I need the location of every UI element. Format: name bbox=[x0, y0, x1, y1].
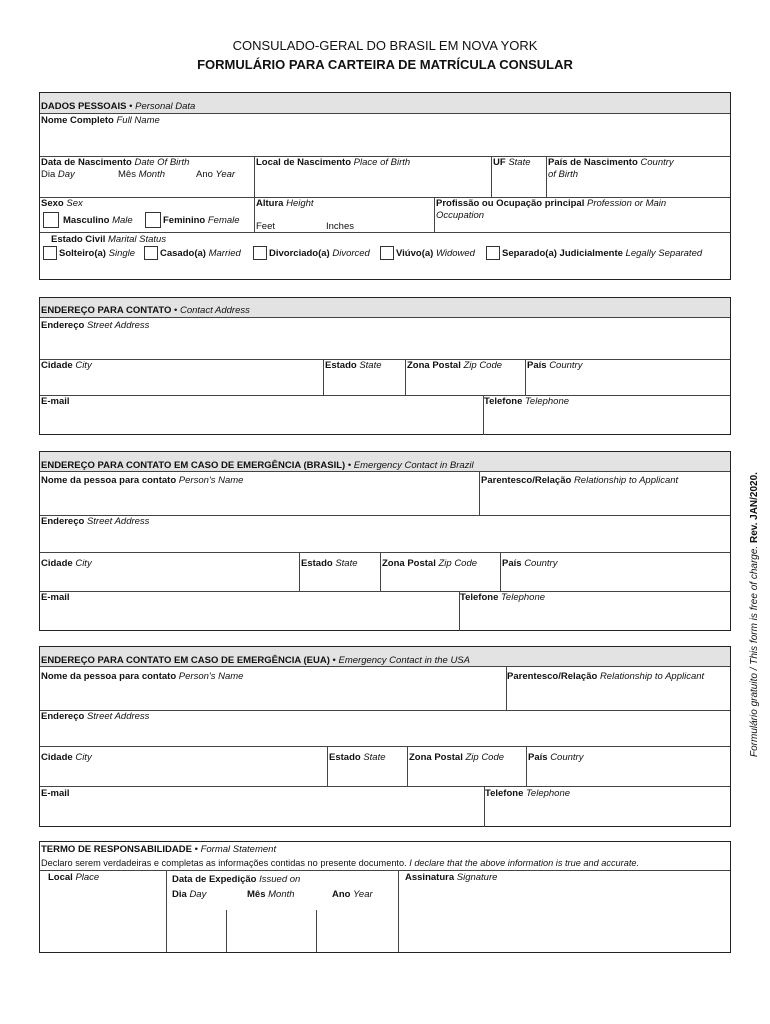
contact-heading: ENDEREÇO PARA CONTATO • Contact Address bbox=[41, 305, 250, 316]
emergency-br-relation-field[interactable] bbox=[480, 474, 730, 514]
married-checkbox[interactable] bbox=[144, 246, 158, 260]
widowed-checkbox[interactable] bbox=[380, 246, 394, 260]
divorced-checkbox[interactable] bbox=[253, 246, 267, 260]
height-label: Altura Height bbox=[256, 198, 314, 209]
signature-label: Assinatura Signature bbox=[405, 872, 498, 883]
emergency-br-zip-label: Zona Postal Zip Code bbox=[382, 558, 478, 569]
emergency-us-address-field[interactable] bbox=[40, 711, 730, 745]
occupation-label: Profissão ou Ocupação principal Profession or Main bbox=[436, 198, 667, 209]
emergency-br-name-field[interactable] bbox=[40, 474, 479, 514]
emergency-br-state-label: Estado State bbox=[301, 558, 358, 569]
contact-city-label: Cidade City bbox=[41, 360, 92, 371]
emergency-us-name-label: Nome da pessoa para contato Person's Name bbox=[41, 671, 244, 682]
issued-month-field[interactable] bbox=[227, 910, 316, 952]
uf-label: UF State bbox=[493, 157, 531, 168]
contact-phone-field[interactable] bbox=[484, 396, 730, 434]
emergency-us-email-field[interactable] bbox=[40, 787, 484, 826]
emergency-br-email-field[interactable] bbox=[40, 592, 459, 630]
place-label: Local Place bbox=[48, 872, 100, 883]
widowed-label: Viúvo(a) Widowed bbox=[396, 248, 475, 259]
issued-year-label: Ano Year bbox=[332, 889, 373, 900]
form-title: FORMULÁRIO PARA CARTEIRA DE MATRÍCULA CONSULAR bbox=[197, 57, 573, 72]
statement-text: Declaro serem verdadeiras e completas as informações contidas no presente documento. I declare that the above information is true and accurate. bbox=[41, 858, 640, 868]
inches-label: Inches bbox=[326, 221, 354, 232]
emergency-us-relation-label: Parentesco/Relação Relationship to Applicant bbox=[507, 671, 705, 682]
emergency-br-country-label: País Country bbox=[502, 558, 558, 569]
emergency-us-phone-label: Telefone Telephone bbox=[485, 788, 571, 799]
divorced-label: Divorciado(a) Divorced bbox=[269, 248, 370, 259]
emergency-us-city-label: Cidade City bbox=[41, 752, 92, 763]
emergency-br-heading: ENDEREÇO PARA CONTATO EM CASO DE EMERGÊNCIA (BRASIL) • Emergency Contact in Brazil bbox=[41, 460, 474, 471]
emergency-us-email-label: E-mail bbox=[41, 788, 70, 799]
full-name-field[interactable] bbox=[40, 127, 730, 156]
single-label: Solteiro(a) Single bbox=[59, 248, 136, 259]
pob-field[interactable] bbox=[255, 157, 491, 197]
male-checkbox[interactable] bbox=[43, 212, 59, 228]
personal-data-heading: DADOS PESSOAIS • Personal Data bbox=[41, 101, 196, 112]
emergency-us-heading: ENDEREÇO PARA CONTATO EM CASO DE EMERGÊNCIA (EUA) • Emergency Contact in the USA bbox=[41, 655, 470, 666]
dob-day-label: Dia Day bbox=[41, 169, 75, 180]
place-field[interactable] bbox=[40, 871, 166, 952]
uf-field[interactable] bbox=[492, 157, 546, 197]
signature-field[interactable] bbox=[399, 871, 730, 952]
emergency-br-address-label: Endereço Street Address bbox=[41, 516, 150, 527]
emergency-us-zip-label: Zona Postal Zip Code bbox=[409, 752, 505, 763]
section-formal-statement bbox=[39, 841, 731, 953]
emergency-br-address-field[interactable] bbox=[40, 516, 730, 551]
contact-state-field[interactable] bbox=[324, 360, 405, 394]
emergency-us-country-label: País Country bbox=[528, 752, 584, 763]
country-of-birth-label-cont: of Birth bbox=[548, 169, 579, 180]
contact-state-label: Estado State bbox=[325, 360, 382, 371]
marital-status-label: Estado Civil Marital Status bbox=[51, 234, 167, 245]
side-note: Formulário gratuito / This form is free of charge. Rev. JAN/2020. bbox=[749, 472, 760, 757]
country-of-birth-label: País de Nascimento Country bbox=[548, 157, 674, 168]
occupation-label-cont: Occupation bbox=[436, 210, 485, 221]
emergency-us-phone-field[interactable] bbox=[485, 787, 730, 826]
contact-country-label: País Country bbox=[527, 360, 583, 371]
emergency-us-country-field[interactable] bbox=[527, 747, 730, 785]
contact-email-field[interactable] bbox=[40, 396, 483, 434]
contact-city-field[interactable] bbox=[40, 360, 323, 394]
emergency-br-relation-label: Parentesco/Relação Relationship to Applicant bbox=[481, 475, 679, 486]
sex-label: Sexo Sex bbox=[41, 198, 83, 209]
contact-country-field[interactable] bbox=[526, 360, 730, 394]
feet-label: Feet bbox=[256, 221, 276, 232]
female-checkbox[interactable] bbox=[145, 212, 161, 228]
emergency-us-state-field[interactable] bbox=[328, 747, 407, 785]
single-checkbox[interactable] bbox=[43, 246, 57, 260]
separated-label: Separado(a) Judicialmente Legally Separated bbox=[502, 248, 703, 259]
emergency-br-state-field[interactable] bbox=[300, 553, 380, 590]
section-emergency-usa bbox=[39, 646, 731, 827]
emergency-br-name-label: Nome da pessoa para contato Person's Name bbox=[41, 475, 244, 486]
dob-field[interactable] bbox=[40, 157, 254, 197]
emergency-br-phone-label: Telefone Telephone bbox=[460, 592, 546, 603]
emergency-br-email-label: E-mail bbox=[41, 592, 70, 603]
occupation-field[interactable] bbox=[435, 198, 730, 232]
emergency-us-city-field[interactable] bbox=[40, 747, 327, 785]
separated-checkbox[interactable] bbox=[486, 246, 500, 260]
emergency-us-address-label: Endereço Street Address bbox=[41, 711, 150, 722]
height-field[interactable] bbox=[255, 198, 434, 232]
emergency-us-state-label: Estado State bbox=[329, 752, 386, 763]
married-label: Casado(a) Married bbox=[160, 248, 241, 259]
emergency-us-zip-field[interactable] bbox=[408, 747, 526, 785]
pob-label: Local de Nascimento Place of Birth bbox=[256, 157, 411, 168]
contact-zip-label: Zona Postal Zip Code bbox=[407, 360, 503, 371]
contact-address-field[interactable] bbox=[40, 332, 730, 358]
issued-day-label: Dia Day bbox=[172, 889, 207, 900]
country-of-birth-field[interactable] bbox=[547, 157, 730, 197]
female-label: Feminino Female bbox=[163, 215, 240, 226]
dob-year-label: Ano Year bbox=[196, 169, 236, 180]
full-name-label: Nome Completo Full Name bbox=[41, 115, 160, 126]
contact-phone-label: Telefone Telephone bbox=[484, 396, 570, 407]
emergency-br-city-field[interactable] bbox=[40, 553, 299, 590]
issued-on-label: Data de Expedição Issued on bbox=[172, 874, 301, 885]
dob-label: Data de Nascimento Date Of Birth bbox=[41, 157, 190, 168]
statement-heading: TERMO DE RESPONSABILIDADE • Formal Statement bbox=[41, 844, 277, 855]
emergency-br-phone-field[interactable] bbox=[460, 592, 730, 630]
male-label: Masculino Male bbox=[63, 215, 133, 226]
emergency-br-city-label: Cidade City bbox=[41, 558, 92, 569]
contact-address-label: Endereço Street Address bbox=[41, 320, 150, 331]
section-contact-address bbox=[39, 297, 731, 435]
emergency-br-zip-field[interactable] bbox=[381, 553, 500, 590]
issued-day-field[interactable] bbox=[167, 910, 226, 952]
section-personal-data bbox=[39, 92, 731, 280]
emergency-us-name-field[interactable] bbox=[40, 669, 506, 709]
section-emergency-brazil bbox=[39, 451, 731, 631]
dob-month-label: Mês Month bbox=[118, 169, 165, 180]
contact-zip-field[interactable] bbox=[406, 360, 525, 394]
issued-month-label: Mês Month bbox=[247, 889, 295, 900]
issued-year-field[interactable] bbox=[317, 910, 398, 952]
emergency-br-country-field[interactable] bbox=[501, 553, 730, 590]
emergency-us-relation-field[interactable] bbox=[507, 669, 730, 709]
consulate-heading: CONSULADO-GERAL DO BRASIL EM NOVA YORK bbox=[232, 38, 538, 53]
contact-email-label: E-mail bbox=[41, 396, 70, 407]
